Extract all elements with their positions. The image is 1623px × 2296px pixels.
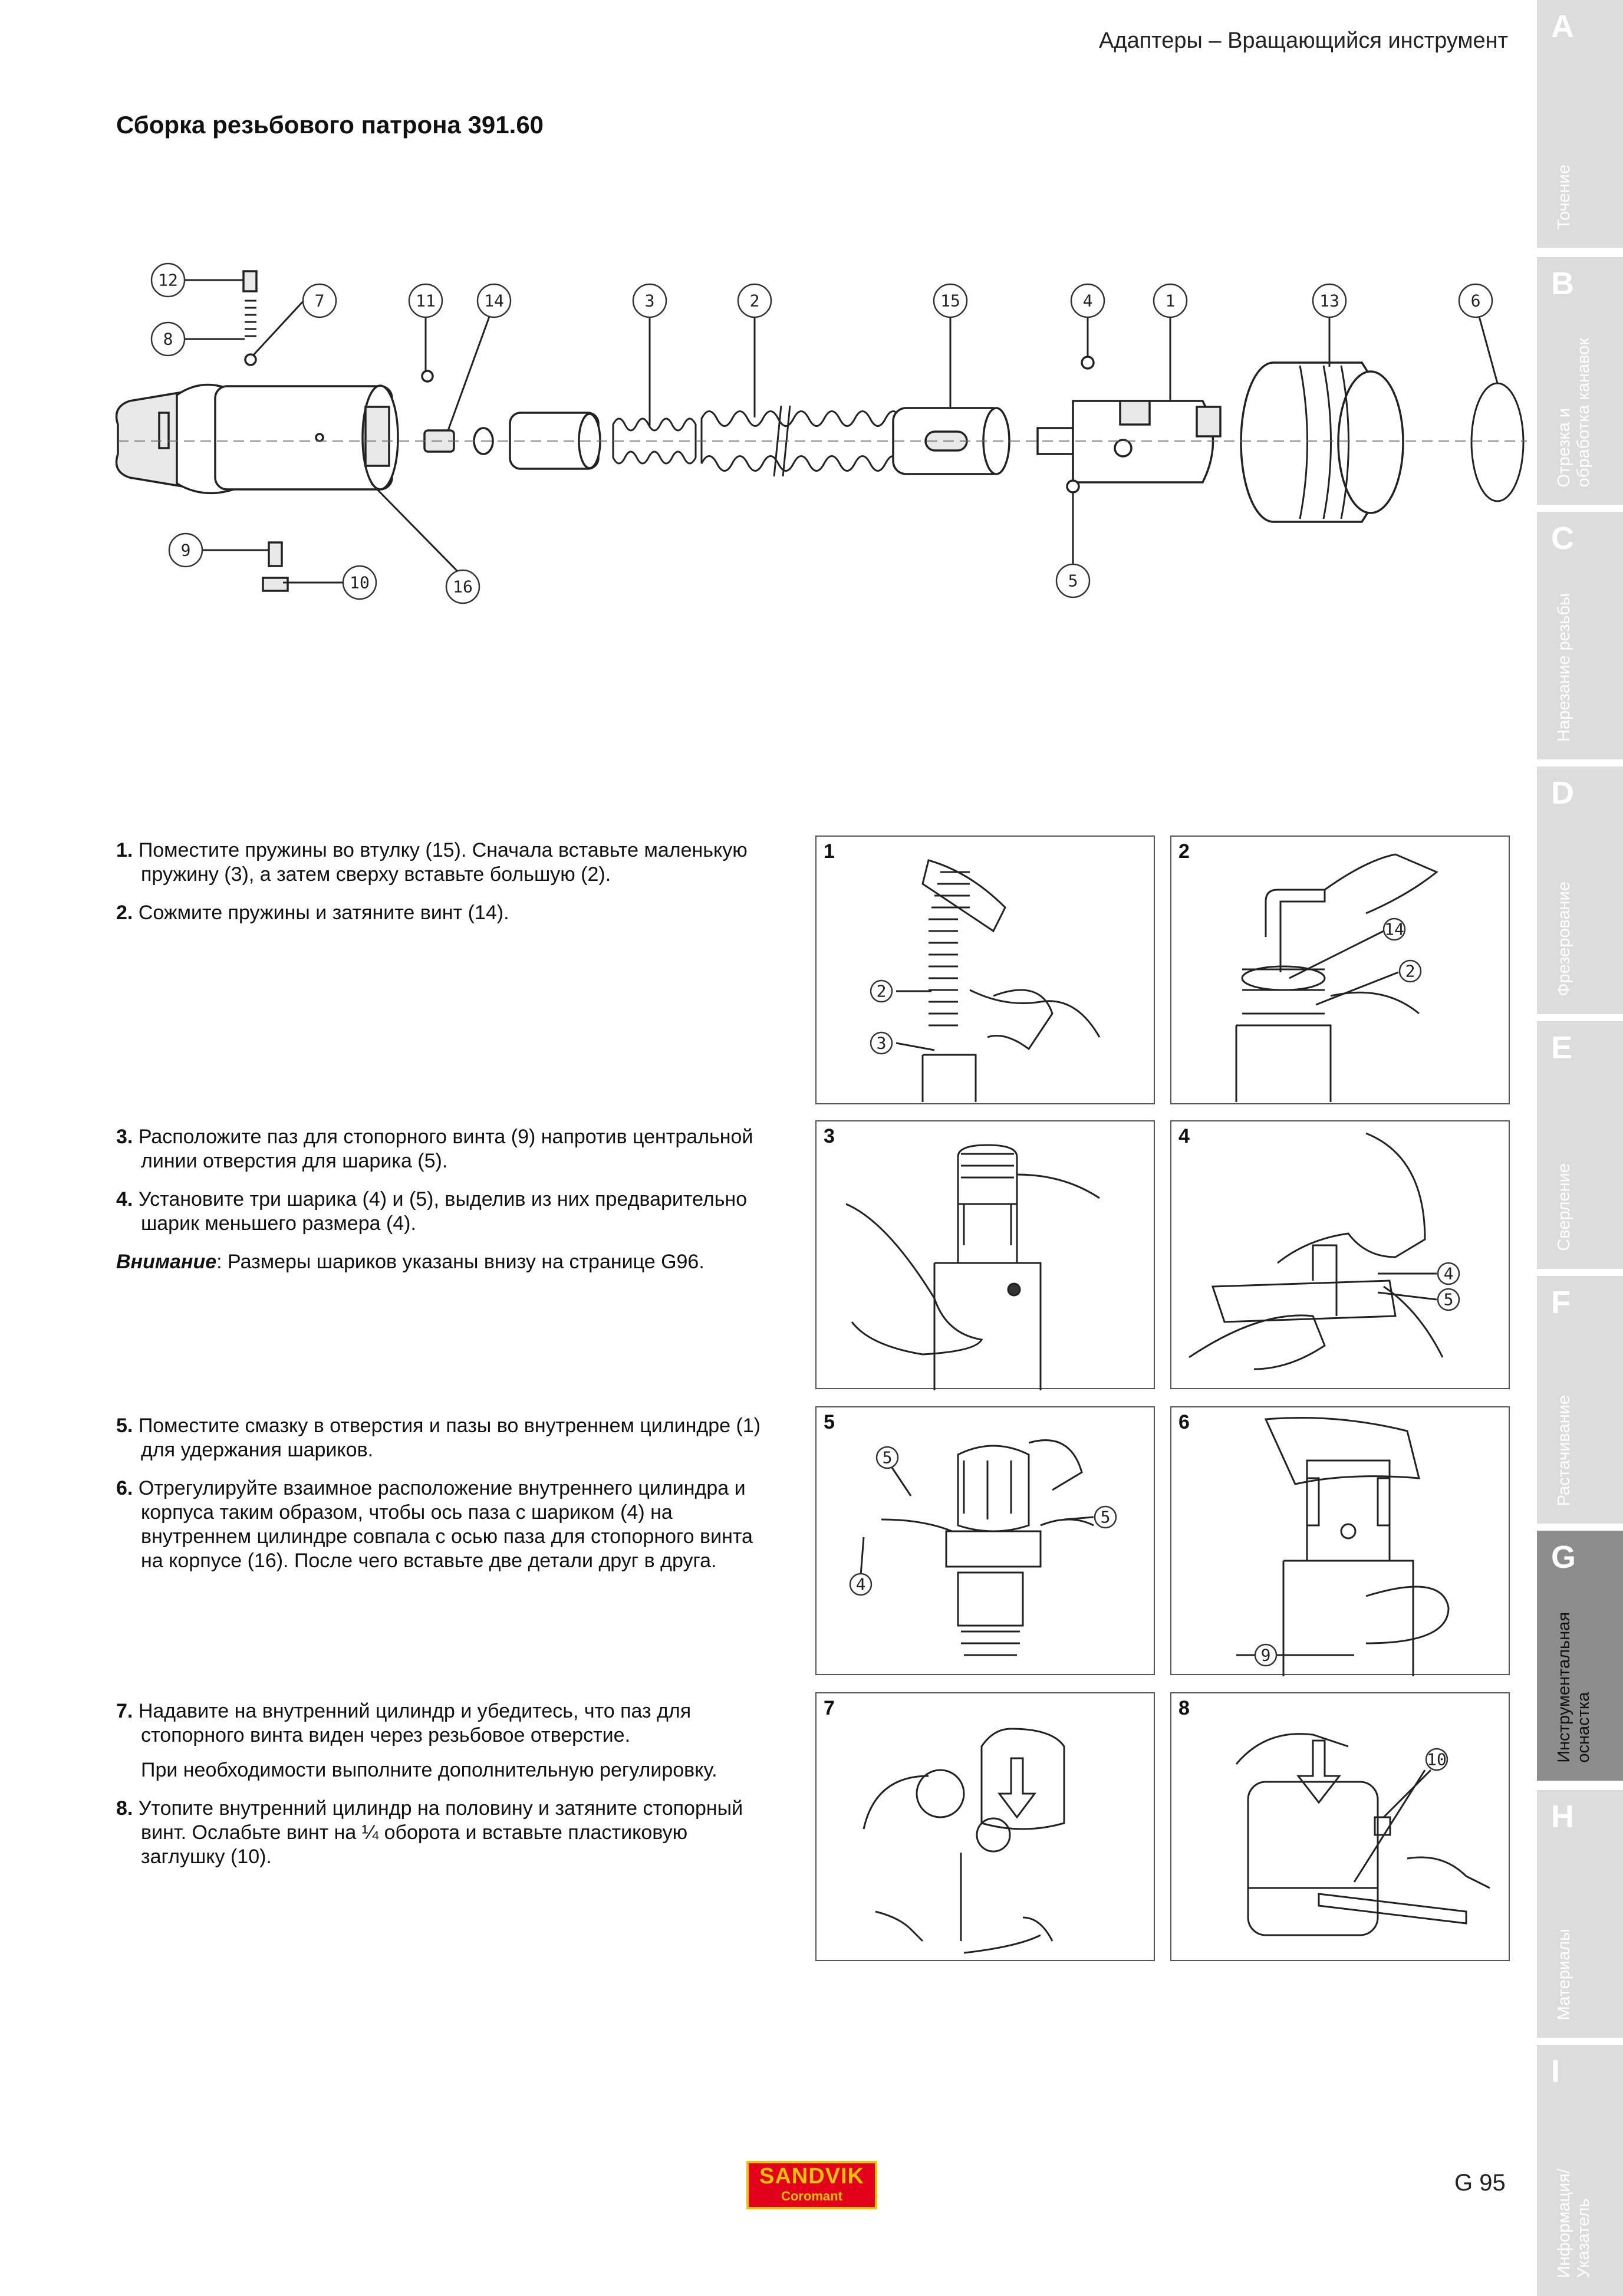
ball-7: [245, 354, 256, 365]
tab-label: Инструментальная оснастка: [1555, 1612, 1593, 1763]
callout-label: 8: [163, 329, 173, 349]
svg-text:5: 5: [1100, 1507, 1111, 1527]
step-7: 7. Надавите на внутренний цилиндр и убедитесь, что паз для стопорного винта виден через резьбовое отверстие.: [116, 1700, 692, 1746]
callout-label: 14: [484, 291, 504, 311]
tab-label: Фрезерование: [1555, 881, 1573, 996]
tab-label: Информация/ Указатель: [1555, 2169, 1593, 2278]
callout-label: 5: [1068, 571, 1078, 591]
tab-letter: B: [1551, 266, 1574, 301]
callout-label: 2: [749, 291, 760, 311]
illustration-panel-2: 2 14 2: [1170, 835, 1510, 1104]
sidebar-tab-i[interactable]: [1537, 2045, 1623, 2296]
sidebar-tab-c[interactable]: [1537, 512, 1623, 759]
callout-label: 7: [314, 291, 325, 311]
body-part-16: [117, 385, 399, 494]
ball-4: [1082, 357, 1094, 369]
callout-label: 9: [180, 540, 191, 560]
sidebar-tab-f[interactable]: [1537, 1276, 1623, 1524]
illustration-panel-3: 3: [815, 1120, 1155, 1389]
sidebar-tab-g[interactable]: [1537, 1531, 1623, 1781]
plug-10: [263, 578, 288, 591]
page-title: Сборка резьбового патрона 391.60: [116, 111, 544, 139]
svg-text:2: 2: [1405, 961, 1415, 981]
tab-letter: A: [1551, 9, 1574, 44]
svg-text:4: 4: [855, 1574, 866, 1594]
svg-text:14: 14: [1384, 919, 1404, 939]
instructions-group-1: [116, 838, 776, 939]
instructions-group-4: [116, 1699, 776, 1883]
step-7-note: При необходимости выполните дополнительную регулировку.: [141, 1759, 717, 1781]
knurled-ring-13: [1241, 363, 1403, 522]
page-number: G 95: [1454, 2170, 1506, 2196]
section-sidebar: [1537, 0, 1623, 2296]
instructions-group-3: [116, 1414, 776, 1587]
screw-12: [243, 271, 256, 291]
svg-text:5: 5: [882, 1448, 893, 1468]
section-header: Адаптеры – Вращающийся инструмент: [1099, 28, 1508, 53]
svg-text:2: 2: [876, 981, 887, 1001]
instructions-group-2: [116, 1125, 776, 1288]
sidebar-tab-b[interactable]: [1537, 257, 1623, 505]
sidebar-tab-a[interactable]: [1537, 0, 1623, 248]
sidebar-tab-e[interactable]: [1537, 1021, 1623, 1269]
tab-label: Материалы: [1555, 1928, 1573, 2020]
svg-text:10: 10: [1427, 1749, 1447, 1769]
tab-label: Точение: [1555, 165, 1573, 230]
callout-label: 3: [644, 291, 655, 311]
illustration-panel-4: 4 4 5: [1170, 1120, 1510, 1389]
tab-letter: F: [1551, 1285, 1571, 1320]
callout-label: 13: [1319, 291, 1339, 311]
tab-letter: C: [1551, 521, 1574, 556]
sidebar-tab-d[interactable]: [1537, 767, 1623, 1014]
ball-5: [1067, 481, 1079, 492]
step-4: 4. Установите три шарика (4) и (5), выделив из них предварительно шарик меньшего размера (4).: [116, 1188, 748, 1235]
spring-8: [245, 301, 256, 336]
tab-letter: D: [1551, 775, 1574, 811]
tab-label: Сверление: [1555, 1163, 1573, 1251]
tab-letter: E: [1551, 1030, 1573, 1065]
exploded-assembly-diagram: [100, 254, 1533, 631]
illustration-panel-8: 8 10: [1170, 1692, 1510, 1961]
callout-label: 1: [1165, 291, 1176, 311]
inner-cylinder-1: [1038, 357, 1220, 492]
tab-letter: G: [1551, 1540, 1576, 1575]
sidebar-tab-h[interactable]: [1537, 1790, 1623, 2038]
sandvik-coromant-logo: SANDVIK Coromant: [746, 2161, 877, 2209]
tab-label: Растачивание: [1555, 1394, 1573, 1506]
ball-11: [422, 371, 433, 381]
svg-text:9: 9: [1260, 1645, 1271, 1665]
callout-label: 6: [1470, 291, 1481, 311]
step-3: 3. Расположите паз для стопорного винта (9) напротив центральной линии отверстия для шарика (5).: [116, 1126, 753, 1172]
retaining-ring-6: [1471, 383, 1523, 501]
attention-note: Внимание: Размеры шариков указаны внизу на странице G96.: [116, 1251, 704, 1273]
illustration-panel-6: 6 9: [1170, 1406, 1510, 1675]
callout-label: 10: [350, 573, 370, 593]
step-2: 2. Сожмите пружины и затяните винт (14).: [116, 902, 509, 924]
tab-label: Отрезка и обработка канавок: [1555, 337, 1593, 487]
svg-text:5: 5: [1443, 1290, 1454, 1310]
callout-label: 16: [453, 577, 473, 597]
callout-label: 15: [940, 291, 960, 311]
illustration-panel-7: 7: [815, 1692, 1155, 1961]
svg-text:4: 4: [1443, 1264, 1454, 1284]
tab-letter: I: [1551, 2054, 1561, 2089]
callout-label: 11: [416, 291, 436, 311]
illustration-panel-1: 1 2 3: [815, 835, 1155, 1104]
setscrew-9: [269, 542, 282, 566]
step-5: 5. Поместите смазку в отверстия и пазы во внутреннем цилиндре (1) для удержания шариков.: [116, 1415, 761, 1461]
step-1: 1. Поместите пружины во втулку (15). Сначала вставьте маленькую пружину (3), а затем сверху вставьте большую (2).: [116, 839, 748, 886]
tab-label: Нарезание резьбы: [1555, 593, 1573, 742]
step-6: 6. Отрегулируйте взаимное расположение внутреннего цилиндра и корпуса таким образом, чтобы ось паза с шариком (4) на внутреннем цилиндре совпала с осью паза для стопорного винта на корпусе (16). После чего вставьте две детали друг в друга.: [116, 1477, 753, 1572]
illustration-panel-5: 5 5 5 4: [815, 1406, 1155, 1675]
callout-label: 4: [1082, 291, 1093, 311]
svg-text:3: 3: [876, 1033, 887, 1053]
step-8: 8. Утопите внутренний цилиндр на половину и затяните стопорный винт. Ослабьте винт на ¼ оборота и вставьте пластиковую заглушку (10).: [116, 1797, 743, 1868]
callout-label: 12: [158, 270, 178, 290]
tab-letter: H: [1551, 1799, 1574, 1834]
